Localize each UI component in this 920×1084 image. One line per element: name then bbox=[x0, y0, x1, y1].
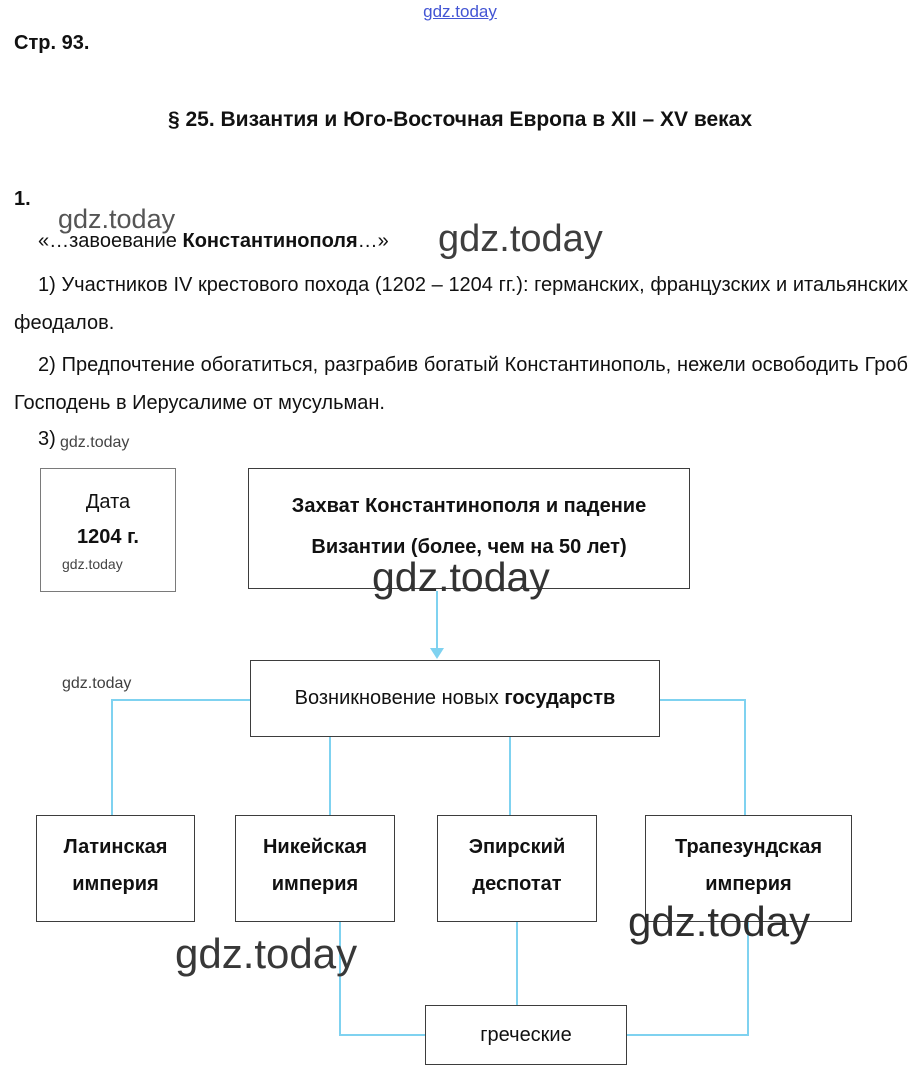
emergence-text-normal: Возникновение новых bbox=[294, 687, 505, 709]
quote-bold-word: Константинополя bbox=[182, 230, 358, 252]
connector-trebizond-greek-vertical bbox=[747, 922, 749, 1036]
task-1-label: 1. bbox=[14, 188, 31, 210]
connector-nicaea-vertical bbox=[329, 737, 331, 815]
connector-arrow-stem bbox=[436, 591, 438, 649]
connector-right-vertical bbox=[744, 699, 746, 815]
state-trebizond-line1: Трапезундская bbox=[674, 836, 822, 858]
watermark-gdz-1: gdz.today bbox=[58, 204, 176, 234]
quote-suffix: …» bbox=[357, 230, 389, 252]
page-number-label: Стр. 93. bbox=[14, 32, 90, 54]
connector-epirus-vertical bbox=[509, 737, 511, 815]
item-3-label: 3) bbox=[38, 428, 56, 450]
connector-trebizond-greek-horizontal bbox=[627, 1034, 749, 1036]
gdz-today-link[interactable]: gdz.today bbox=[423, 2, 497, 21]
quote-prefix: «…завоевание bbox=[38, 230, 183, 252]
connector-left-horizontal bbox=[111, 699, 250, 701]
state-box-latin-empire bbox=[36, 815, 195, 922]
watermark-gdz-2: gdz.today bbox=[438, 218, 603, 260]
date-box-value: 1204 г. bbox=[77, 526, 139, 548]
watermark-gdz-4: gdz.today bbox=[62, 556, 123, 572]
connector-left-vertical bbox=[111, 699, 113, 815]
state-box-nicaea-empire bbox=[235, 815, 395, 922]
event-box-line2: Византии (более, чем на 50 лет) bbox=[311, 536, 627, 558]
greek-box-label: греческие bbox=[480, 1023, 572, 1046]
state-box-epirus-despotate bbox=[437, 815, 597, 922]
state-nicaea-line2: империя bbox=[271, 873, 359, 895]
date-box-label: Дата bbox=[85, 491, 131, 513]
connector-nicaea-greek-vertical bbox=[339, 922, 341, 1036]
emergence-box-text bbox=[295, 687, 616, 710]
answer-paragraph-1: 1) Участников IV крестового похода (1202 – 1204 гг.): германских, французских и итальянских феодалов. bbox=[14, 274, 908, 334]
state-nicaea-line1: Никейская bbox=[262, 836, 368, 858]
connector-nicaea-greek-horizontal bbox=[339, 1034, 427, 1036]
connector-right-horizontal bbox=[659, 699, 746, 701]
emergence-box bbox=[250, 660, 660, 737]
watermark-gdz-3: gdz.today bbox=[60, 434, 130, 451]
state-epirus-line1: Эпирский bbox=[468, 836, 566, 858]
watermark-gdz-8: gdz.today bbox=[175, 930, 358, 977]
state-box-trebizond-empire bbox=[645, 815, 852, 922]
watermark-gdz-7: gdz.today bbox=[628, 898, 811, 945]
state-epirus-line2: деспотат bbox=[472, 873, 562, 895]
quote-line bbox=[38, 230, 389, 253]
answer-paragraph-2: 2) Предпочтение обогатиться, разграбив богатый Константинополь, нежели освободить Гроб Господень в Иерусалиме от мусульман. bbox=[14, 354, 908, 414]
event-box-line1: Захват Константинополя и падение bbox=[291, 495, 647, 517]
state-trebizond-line2: империя bbox=[705, 873, 792, 895]
event-box bbox=[248, 468, 690, 589]
state-latin-line1: Латинская bbox=[63, 836, 168, 858]
watermark-gdz-5: gdz.today bbox=[372, 554, 550, 600]
page-title: § 25. Византия и Юго-Восточная Европа в XII – XV веках bbox=[167, 108, 753, 131]
greek-box bbox=[425, 1005, 627, 1065]
arrow-down-icon bbox=[430, 648, 444, 659]
connector-epirus-greek-vertical bbox=[516, 922, 518, 1005]
emergence-text-bold: государств bbox=[504, 687, 616, 709]
state-latin-line2: империя bbox=[72, 873, 159, 895]
date-box bbox=[40, 468, 176, 592]
watermark-gdz-6: gdz.today bbox=[62, 675, 132, 692]
